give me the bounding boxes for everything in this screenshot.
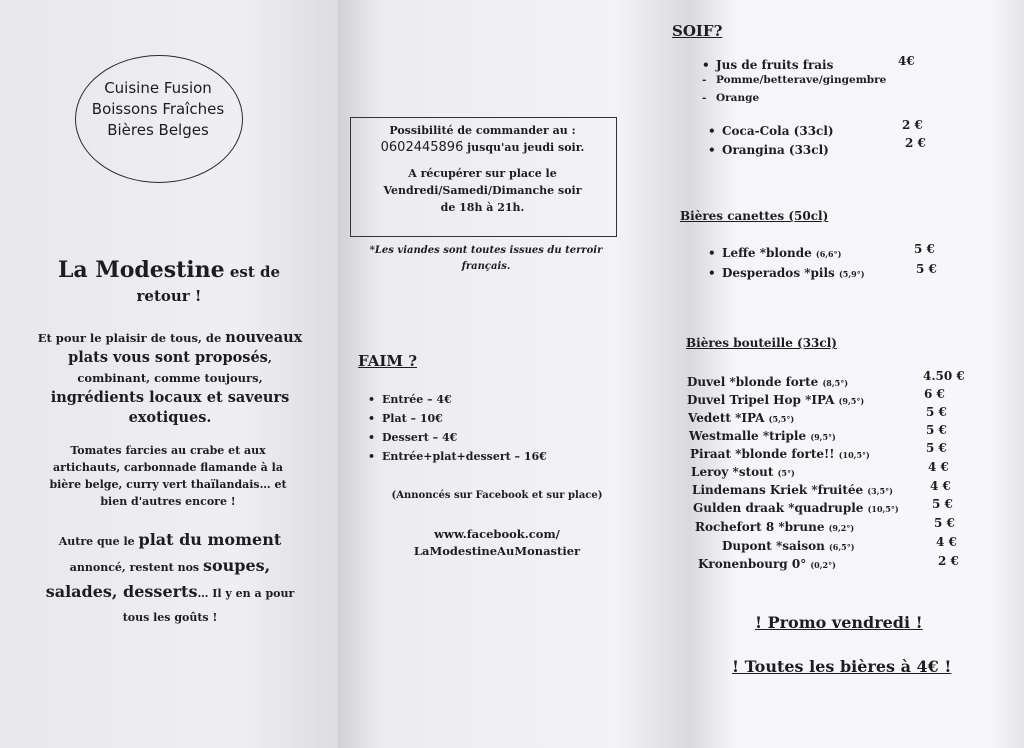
order-line: Vendredi/Samedi/Dimanche soir <box>383 184 582 197</box>
list-item <box>687 393 864 407</box>
list-item <box>693 501 899 515</box>
drink-name: Coca-Cola (33cl) <box>722 124 834 138</box>
intro-paragraph <box>12 328 328 428</box>
list-item: • Jus de fruits frais <box>702 58 834 72</box>
drink-name: Orangina (33cl) <box>722 143 829 157</box>
beer-name: Kronenbourg 0° <box>698 557 807 571</box>
list-item <box>688 411 794 425</box>
beer-name: Gulden draak *quadruple <box>693 501 864 515</box>
list-item: • Entrée+plat+dessert – 16€ <box>368 450 547 463</box>
list-item <box>687 375 848 389</box>
beer-name: Lindemans Kriek *fruitée <box>692 483 864 497</box>
facebook-note: (Annoncés sur Facebook et sur place) <box>391 490 603 501</box>
food-menu-list <box>368 390 608 466</box>
dishes-paragraph <box>18 442 318 510</box>
beer-price: 4 € <box>928 460 949 474</box>
beer-price: 5 € <box>914 242 935 256</box>
order-line: A récupérer sur place le <box>408 167 557 180</box>
drink-price: 2 € <box>905 136 926 150</box>
list-item <box>698 557 836 571</box>
beer-name: Desperados *pils <box>722 266 835 280</box>
drink-price: 4€ <box>898 54 915 68</box>
dishes-line: bière belge, curry vert thaïlandais… et <box>49 478 287 491</box>
list-item <box>690 447 870 461</box>
specials-text: … Il y en a pour <box>197 587 295 600</box>
beer-name: Duvel *blonde forte <box>687 375 819 389</box>
meat-origin-note <box>356 243 616 275</box>
headline-rest: est de <box>224 263 281 281</box>
tagline <box>70 78 246 141</box>
list-item <box>691 465 795 479</box>
tagline-line: Boissons Fraîches <box>91 100 225 118</box>
specials-text: tous les goûts ! <box>122 611 218 624</box>
beer-name: Leroy *stout <box>691 465 774 479</box>
specials-text-emph: salades, desserts <box>45 582 198 601</box>
phone-number: 0602445896 <box>380 140 464 155</box>
specials-text: Autre que le <box>58 535 139 548</box>
headline <box>18 258 320 308</box>
beer-abv: (3,5°) <box>867 486 893 496</box>
beer-abv: (6,5°) <box>829 542 855 552</box>
beer-name: Dupont *saison <box>722 539 825 553</box>
order-line: Possibilité de commander au : <box>389 124 576 137</box>
beer-abv: (5,5°) <box>768 414 795 424</box>
juice-option: Orange <box>716 92 760 104</box>
beer-abv: (9,5°) <box>838 396 865 406</box>
beer-abv: (5,9°) <box>838 269 865 279</box>
beer-abv: (0,2°) <box>810 560 836 570</box>
list-item: • Coca-Cola (33cl) <box>708 124 834 138</box>
cans-section-title: Bières canettes (50cl) <box>680 209 829 223</box>
order-info <box>350 122 615 216</box>
list-item: • Leffe *blonde (6,6°) <box>708 246 842 260</box>
intro-text: Et pour le plaisir de tous, de <box>37 331 226 345</box>
intro-text-emph: exotiques. <box>128 409 212 426</box>
list-item: • Plat – 10€ <box>368 412 443 425</box>
dishes-line: artichauts, carbonnade flamande à la <box>53 461 283 474</box>
beer-abv: (5°) <box>777 468 795 478</box>
beer-price: 4 € <box>930 479 951 493</box>
list-item: • Orangina (33cl) <box>708 143 829 157</box>
beer-abv: (10,5°) <box>867 504 899 514</box>
dishes-line: Tomates farcies au crabe et aux <box>70 444 266 457</box>
list-item: - Pomme/betterave/gingembre <box>702 74 887 86</box>
intro-text-emph: ingrédients locaux et saveurs <box>50 389 290 406</box>
specials-paragraph <box>12 528 328 630</box>
list-item <box>689 429 836 443</box>
order-line: jusqu'au jeudi soir. <box>463 141 585 154</box>
drink-name: Jus de fruits frais <box>716 58 834 72</box>
tagline-line: Cuisine Fusion <box>104 79 212 97</box>
beer-abv: (8,5°) <box>822 378 848 388</box>
food-item-label: Entrée+plat+dessert – 16€ <box>382 450 547 463</box>
order-line: de 18h à 21h. <box>440 201 525 214</box>
right-panel <box>688 0 1024 748</box>
specials-text-emph: soupes, <box>202 556 271 575</box>
intro-text: , <box>267 351 272 365</box>
beer-name: Rochefort 8 *brune <box>695 520 825 534</box>
beer-price: 5 € <box>926 423 947 437</box>
beer-abv: (9,2°) <box>828 523 855 533</box>
list-item: • Dessert – 4€ <box>368 431 458 444</box>
list-item <box>695 520 854 534</box>
note-line: *Les viandes sont toutes issues du terroir <box>369 245 603 256</box>
beer-price: 5 € <box>926 441 947 455</box>
intro-text-emph: nouveaux <box>225 329 303 346</box>
restaurant-name: La Modestine <box>57 257 225 283</box>
beer-abv: (6,6°) <box>815 249 842 259</box>
beer-price: 5 € <box>932 497 953 511</box>
facebook-url-line: www.facebook.com/ <box>434 527 560 541</box>
beer-name: Leffe *blonde <box>722 246 812 260</box>
food-item-label: Dessert – 4€ <box>382 431 458 444</box>
beer-price: 5 € <box>934 516 955 530</box>
beer-abv: (10,5°) <box>838 450 870 460</box>
beer-name: Vedett *IPA <box>688 411 765 425</box>
list-item: • Desperados *pils (5,9°) <box>708 266 865 280</box>
juice-option: Pomme/betterave/gingembre <box>716 74 887 86</box>
headline-line2: retour ! <box>136 287 202 305</box>
promo-title: ! Promo vendredi ! <box>755 613 923 632</box>
tagline-line: Bières Belges <box>107 121 209 139</box>
list-item <box>692 483 893 497</box>
drink-price: 2 € <box>902 118 923 132</box>
beer-name: Duvel Tripel Hop *IPA <box>687 393 835 407</box>
beer-price: 5 € <box>916 262 937 276</box>
bottles-section-title: Bières bouteille (33cl) <box>686 336 837 350</box>
facebook-url-line: LaModestineAuMonastier <box>413 544 581 558</box>
list-item: - Orange <box>702 92 760 104</box>
beer-price: 2 € <box>938 554 959 568</box>
beer-price: 4.50 € <box>923 369 965 383</box>
beer-price: 4 € <box>936 535 957 549</box>
intro-text: combinant, comme toujours, <box>77 371 263 385</box>
facebook-link[interactable] <box>382 526 612 560</box>
beer-name: Piraat *blonde forte!! <box>690 447 835 461</box>
beer-name: Westmalle *triple <box>689 429 807 443</box>
food-item-label: Entrée – 4€ <box>382 393 452 406</box>
dishes-line: bien d'autres encore ! <box>100 495 236 508</box>
beer-abv: (9,5°) <box>810 432 836 442</box>
specials-text-emph: plat du moment <box>138 530 282 549</box>
note-line: français. <box>461 261 511 272</box>
food-section-title: FAIM ? <box>358 352 418 370</box>
promo-detail: ! Toutes les bières à 4€ ! <box>732 657 952 676</box>
beer-price: 5 € <box>926 405 947 419</box>
list-item <box>722 539 855 553</box>
food-item-label: Plat – 10€ <box>382 412 443 425</box>
list-item: • Entrée – 4€ <box>368 393 452 406</box>
drinks-section-title: SOIF? <box>672 22 723 40</box>
specials-text: annoncé, restent nos <box>69 561 203 574</box>
beer-price: 6 € <box>924 387 945 401</box>
middle-panel <box>338 0 688 748</box>
intro-text-emph: plats vous sont proposés <box>68 349 268 366</box>
